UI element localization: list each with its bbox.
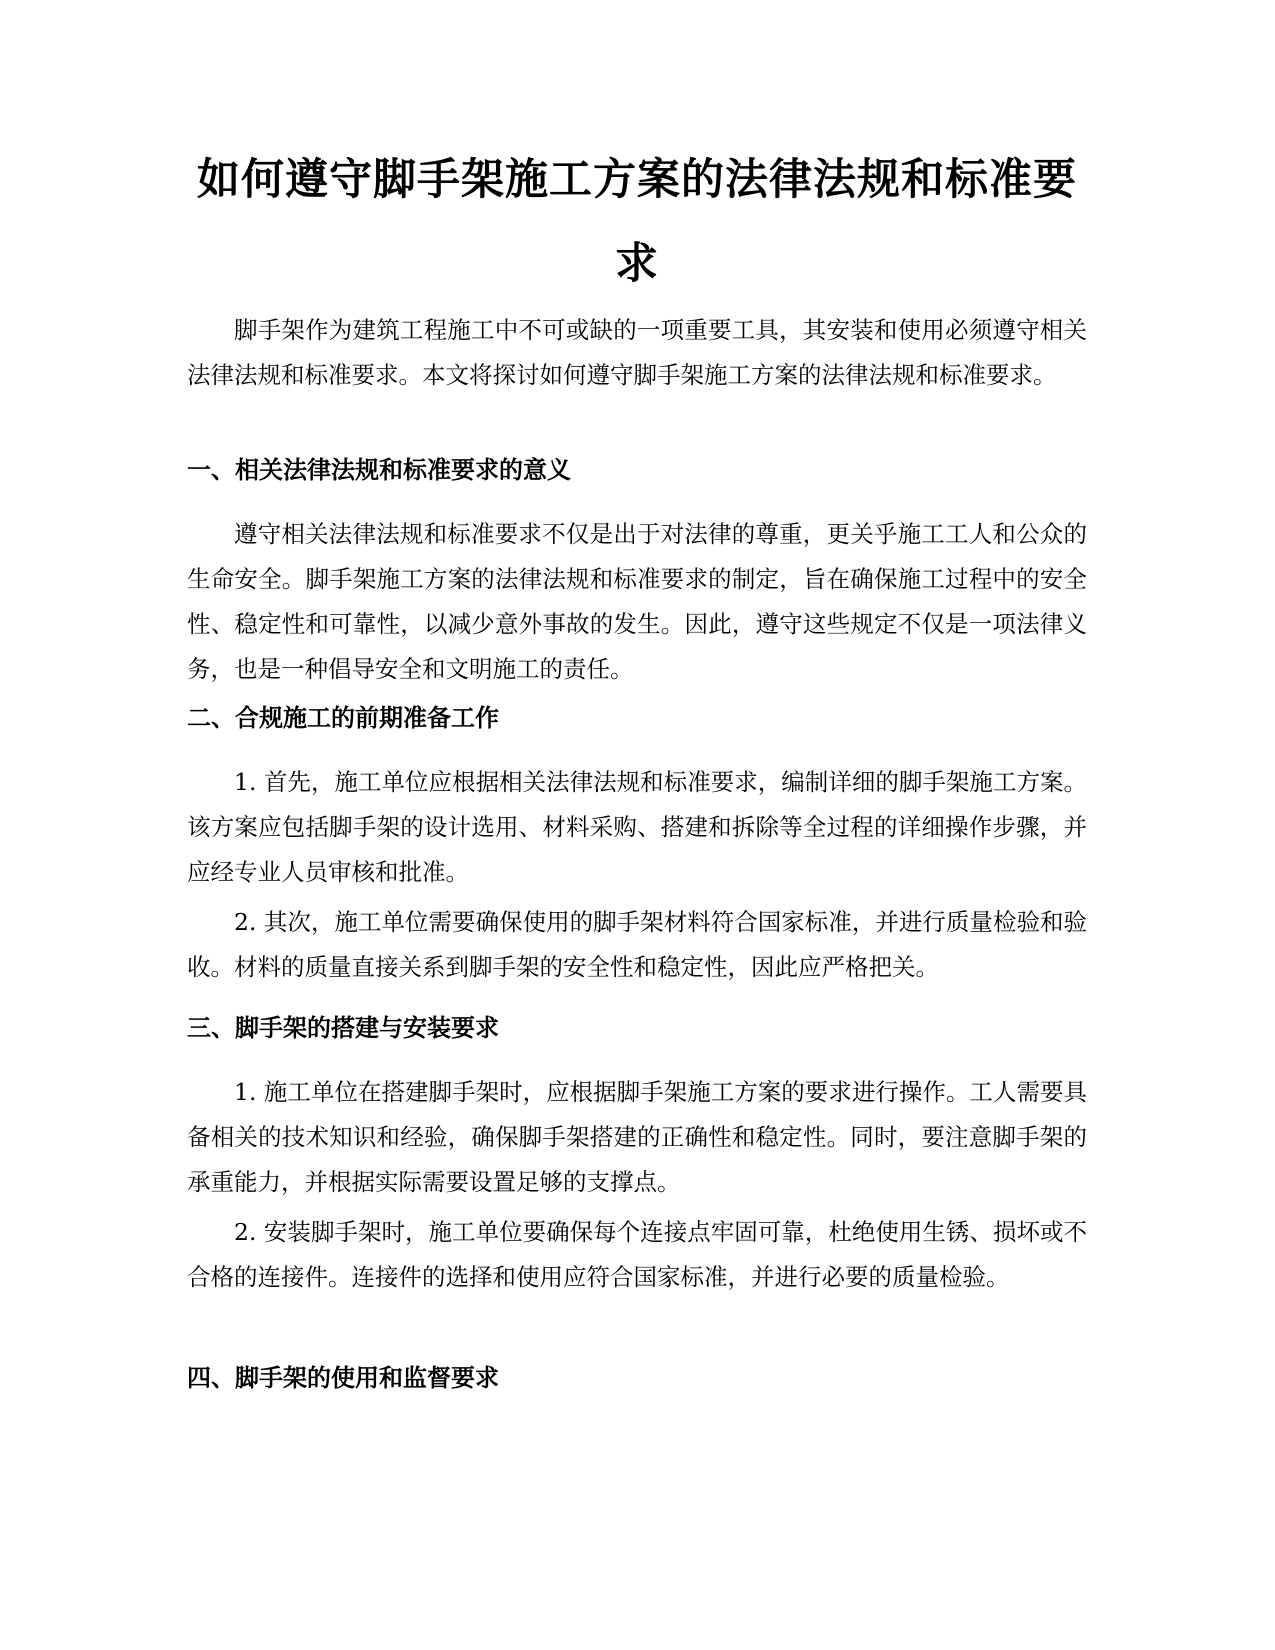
section-3-paragraph-2: 2. 安装脚手架时，施工单位要确保每个连接点牢固可靠，杜绝使用生锈、损坏或不合格的连接件。连接件的选择和使用应符合国家标准，并进行必要的质量检验。	[187, 1218, 1087, 1291]
section-1-heading: 一、相关法律法规和标准要求的意义	[187, 456, 571, 484]
document-title: 如何遵守脚手架施工方案的法律法规和标准要求	[197, 155, 1077, 289]
section-2-heading: 二、合规施工的前期准备工作	[187, 704, 499, 732]
section-3-paragraph-1: 1. 施工单位在搭建脚手架时，应根据脚手架施工方案的要求进行操作。工人需要具备相关的技术知识和经验，确保脚手架搭建的正确性和稳定性。同时，要注意脚手架的承重能力，并根据实际需要设置足够的支撑点。	[187, 1078, 1087, 1196]
section-4-heading: 四、脚手架的使用和监督要求	[187, 1364, 499, 1392]
section-1-paragraph-1: 遵守相关法律法规和标准要求不仅是出于对法律的尊重，更关乎施工工人和公众的生命安全。脚手架施工方案的法律法规和标准要求的制定，旨在确保施工过程中的安全性、稳定性和可靠性，以减少意外事故的发生。因此，遵守这些规定不仅是一项法律义务，也是一种倡导安全和文明施工的责任。	[187, 520, 1087, 683]
section-2-paragraph-1: 1. 首先，施工单位应根据相关法律法规和标准要求，编制详细的脚手架施工方案。该方案应包括脚手架的设计选用、材料采购、搭建和拆除等全过程的详细操作步骤，并应经专业人员审核和批准。	[187, 768, 1087, 886]
section-3-heading: 三、脚手架的搭建与安装要求	[187, 1014, 499, 1042]
intro-paragraph: 脚手架作为建筑工程施工中不可或缺的一项重要工具，其安装和使用必须遵守相关法律法规和标准要求。本文将探讨如何遵守脚手架施工方案的法律法规和标准要求。	[187, 316, 1087, 389]
section-2-paragraph-2: 2. 其次，施工单位需要确保使用的脚手架材料符合国家标准，并进行质量检验和验收。材料的质量直接关系到脚手架的安全性和稳定性，因此应严格把关。	[187, 908, 1087, 981]
